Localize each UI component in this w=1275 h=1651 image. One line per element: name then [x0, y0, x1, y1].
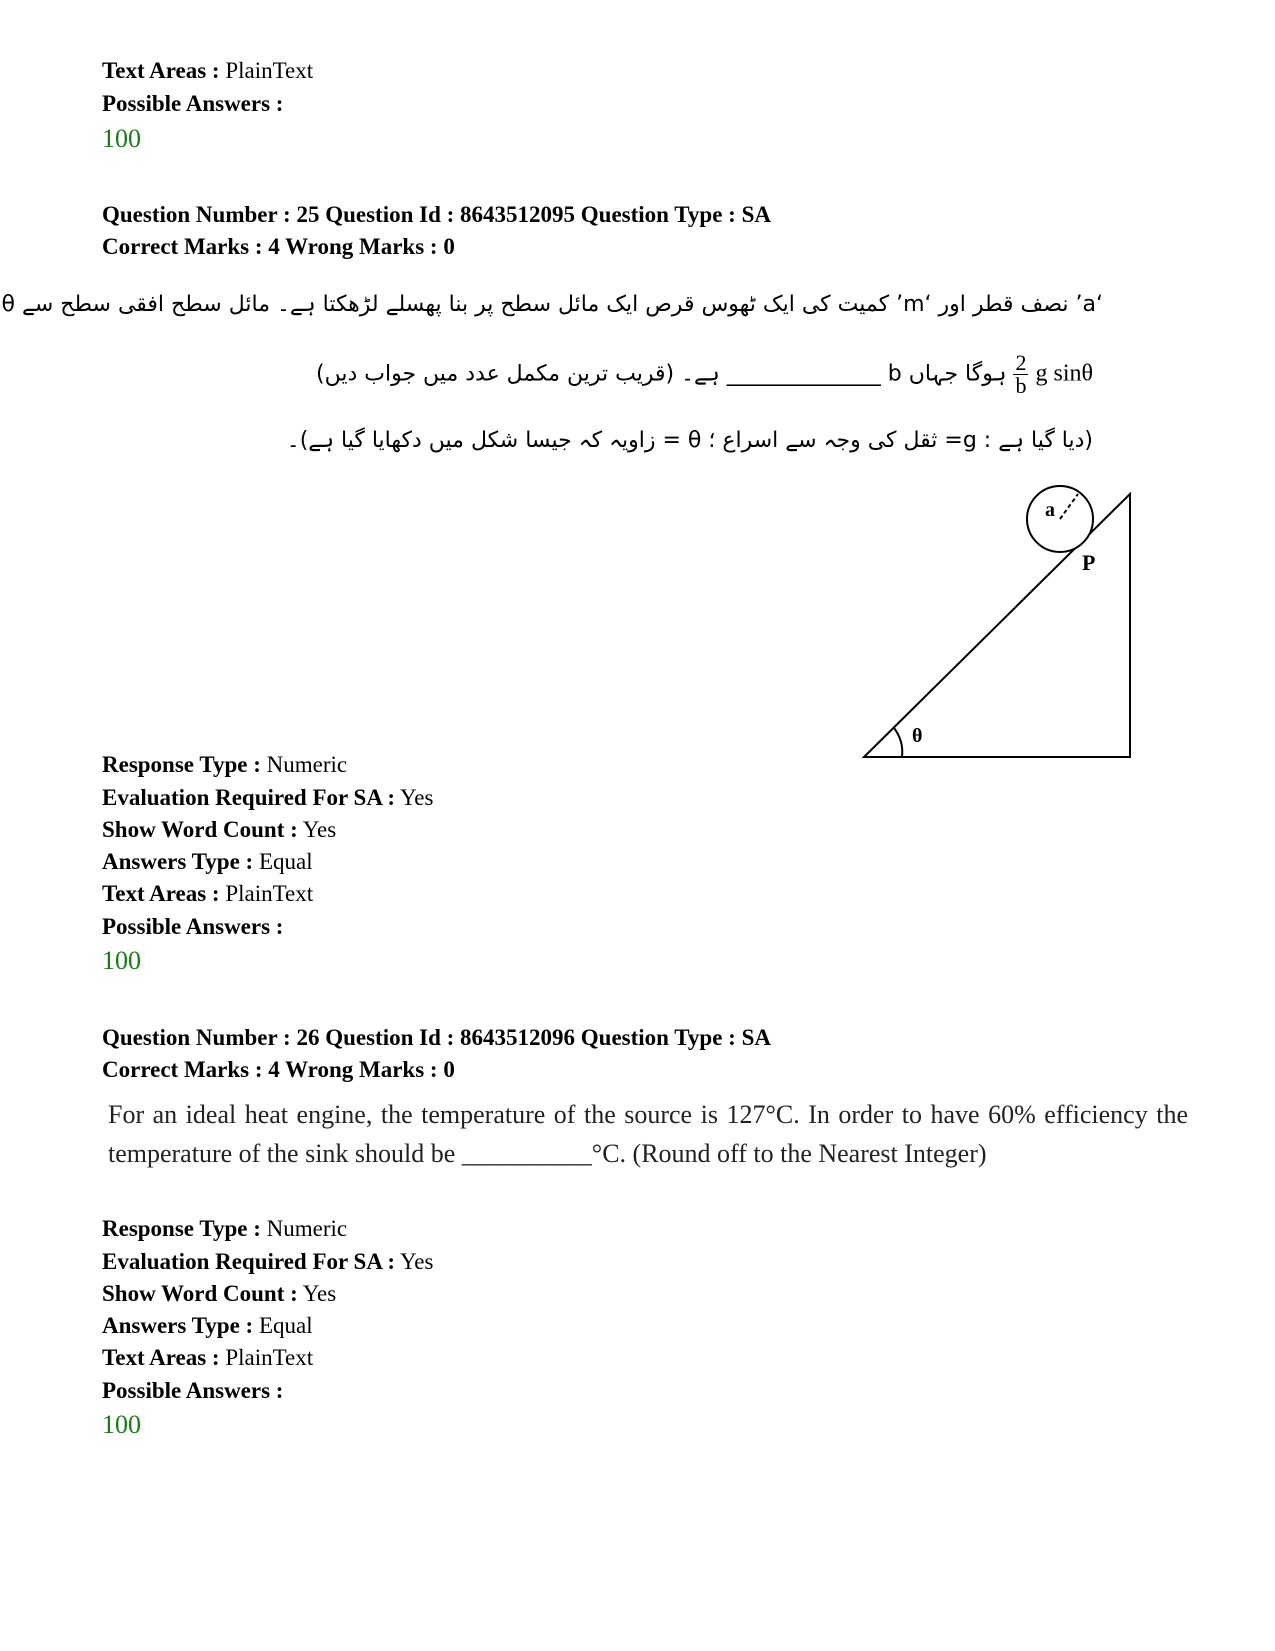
value: PlainText: [225, 58, 314, 83]
possible-answers-row: Possible Answers :: [102, 914, 284, 939]
text-areas-row: [102, 56, 313, 86]
point-label: P: [1082, 550, 1096, 575]
urdu-line-2-text: ہوگا جہاں b ______________ ہے۔ (قریب ترین مکمل عدد میں جواب دیں): [316, 361, 1007, 387]
text-areas-row: Text Areas : PlainText: [102, 1345, 314, 1370]
question-25-urdu-line-3: (دیا گیا ہے : g= ثقل کی وجہ سے اسراع ؛ θ = زاویہ کہ جیسا شکل میں دکھایا گیا ہے)۔: [286, 428, 1093, 453]
fraction-2-over-b: [1013, 352, 1028, 397]
question-26-header: Question Number : 26 Question Id : 8643512096 Question Type : SA: [102, 1025, 771, 1050]
possible-answers-row: [102, 89, 283, 119]
possible-answer-value: 100: [102, 124, 141, 153]
possible-answers-row: Possible Answers :: [102, 1378, 284, 1403]
show-word-count-row: Show Word Count : Yes: [102, 1281, 337, 1306]
response-type-row: Response Type : Numeric: [102, 752, 348, 777]
fraction-denominator: b: [1015, 373, 1027, 398]
answers-type-row: Answers Type : Equal: [102, 1313, 313, 1338]
possible-answer-value: 100: [102, 946, 141, 975]
label: Text Areas :: [102, 58, 220, 83]
evaluation-required-row: Evaluation Required For SA : Yes: [102, 785, 434, 810]
question-26-text: For an ideal heat engine, the temperature of the source is 127°C. In order to have 60% efficiency the temperature of the sink should be __________°C. (Round off to the Nearest Integer): [108, 1100, 1188, 1168]
label: Possible Answers :: [102, 91, 284, 116]
possible-answer-value: 100: [102, 1410, 141, 1439]
question-25-urdu-line-1: ‘a’ نصف قطر اور ‘m’ کمیت کی ایک ٹھوس قرص ایک مائل سطح پر بنا پھسلے لڑھکتا ہے۔ مائل سطح افقی سطح سے θ: [1, 292, 1103, 317]
question-25-marks: Correct Marks : 4 Wrong Marks : 0: [102, 234, 455, 259]
question-25-urdu-line-2: [316, 352, 1093, 397]
fraction-numerator: 2: [1015, 350, 1027, 375]
response-type-row: Response Type : Numeric: [102, 1216, 348, 1241]
answers-type-row: Answers Type : Equal: [102, 849, 313, 874]
question-26-marks: Correct Marks : 4 Wrong Marks : 0: [102, 1057, 455, 1082]
question-25-header: Question Number : 25 Question Id : 8643512095 Question Type : SA: [102, 202, 771, 227]
evaluation-required-row: Evaluation Required For SA : Yes: [102, 1249, 434, 1274]
radius-label: a: [1045, 499, 1055, 521]
angle-label: θ: [912, 725, 923, 747]
text-areas-row: Text Areas : PlainText: [102, 881, 314, 906]
angle-arc: [894, 728, 902, 757]
inclined-plane-diagram: [860, 480, 1140, 762]
show-word-count-row: Show Word Count : Yes: [102, 817, 337, 842]
formula-g-sin-theta: g sinθ: [1035, 360, 1093, 387]
